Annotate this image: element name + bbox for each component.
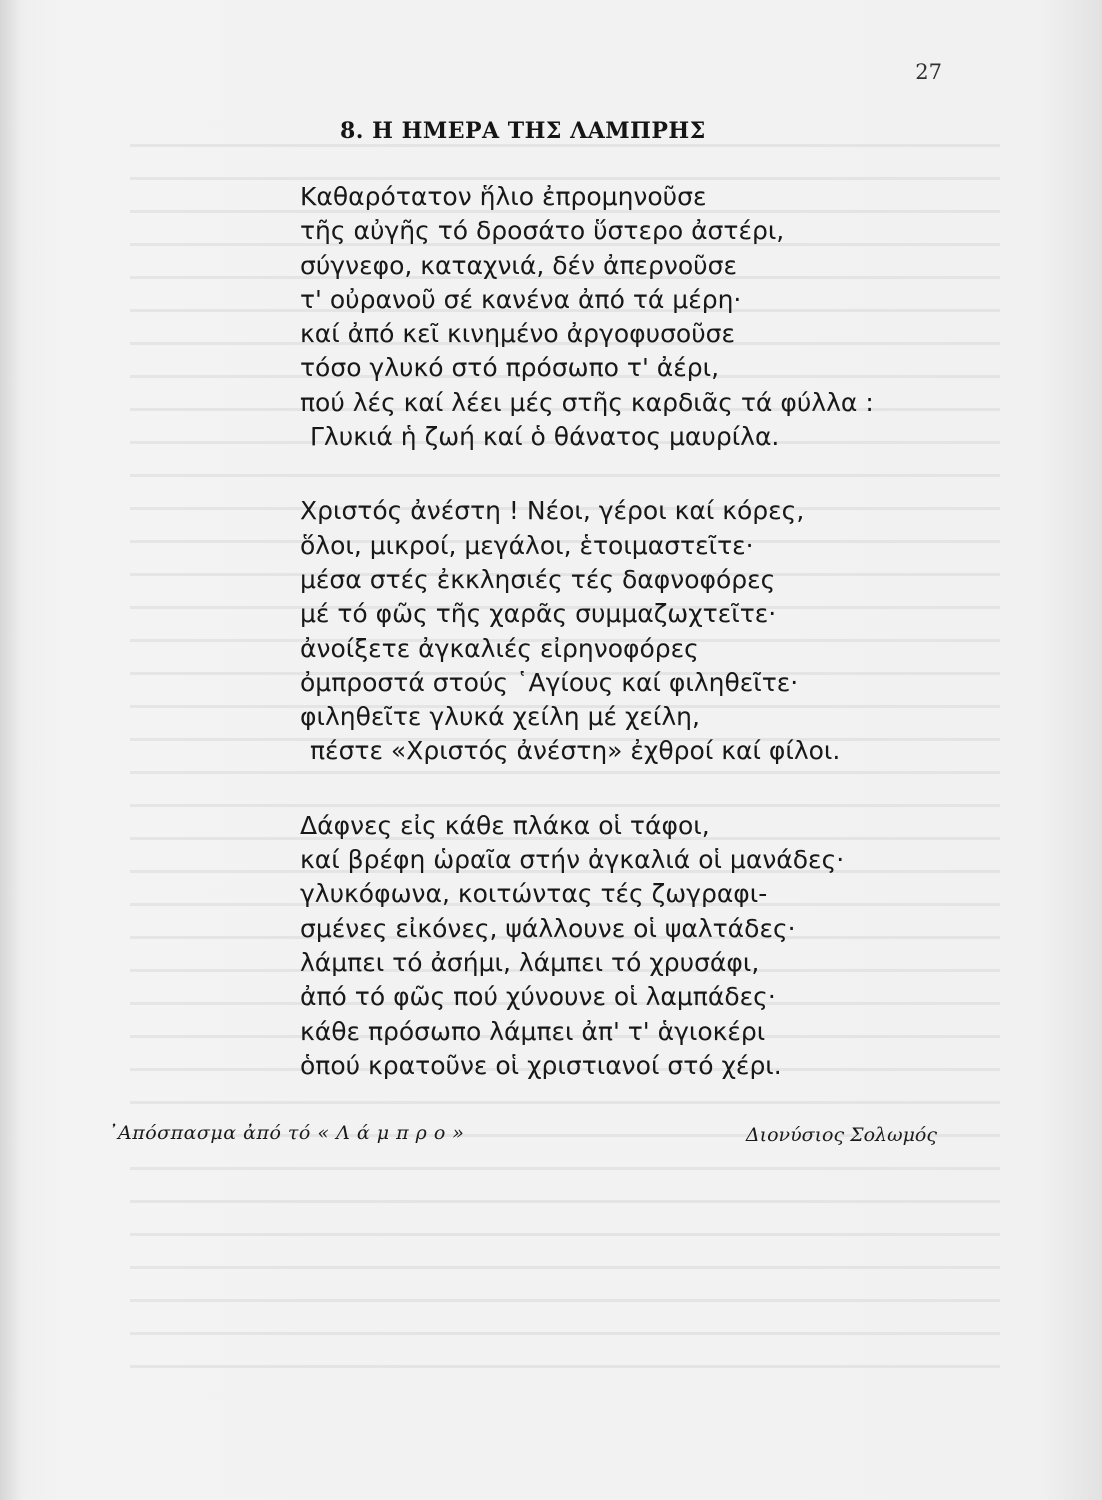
poem-line: ἀνοίξετε ἀγκαλιές εἰρηνοφόρες — [300, 633, 699, 663]
poem-line: μέσα στές ἐκκλησιές τές δαφνοφόρες — [300, 564, 776, 594]
poem-title: 8. Η ΗΜΕΡΑ ΤΗΣ ΛΑΜΠΡΗΣ — [340, 118, 706, 144]
source-note: ᾿Απόσπασμα ἀπό τό « Λ ά μ π ρ ο » — [108, 1122, 465, 1144]
poem-line: Καθαρότατον ἥλιο ἐπρομηνοῦσε — [300, 182, 707, 211]
poem-line: τ' οὐρανοῦ σέ κανένα ἀπό τά μέρη· — [300, 284, 742, 314]
poem-line: σύγνεφο, καταχνιά, δέν ἀπερνοῦσε — [300, 250, 737, 280]
poem-line: καί ἀπό κεῖ κινημένο ἀργοφυσοῦσε — [300, 319, 736, 349]
stanza-2 — [300, 494, 920, 768]
poem-line: ὀμπροστά στούς ῾Αγίους καί φιληθεῖτε· — [300, 667, 799, 697]
poem-line: Χριστός ἀνέστη ! Νέοι, γέροι καί κόρες, — [300, 496, 805, 526]
poem-line: κάθε πρόσωπο λάμπει ἀπ' τ' ἁγιοκέρι — [300, 1016, 766, 1046]
poem-line: τόσο γλυκό στό πρόσωπο τ' ἀέρι, — [300, 353, 720, 383]
poem-line: Γλυκιά ἡ ζωή καί ὁ θάνατος μαυρίλα. — [310, 422, 780, 452]
poem-line: γλυκόφωνα, κοιτώντας τές ζωγραφι- — [300, 879, 768, 909]
poem-line: ἀπό τό φῶς πού χύνουνε οἱ λαμπάδες· — [300, 982, 776, 1012]
poem-line: πέστε «Χριστός ἀνέστη» ἐχθροί καί φίλοι. — [310, 736, 841, 766]
author-name: Διονύσιος Σολωμός — [745, 1124, 937, 1146]
poem-line: Δάφνες εἰς κάθε πλάκα οἱ τάφοι, — [300, 810, 710, 840]
poem-body — [300, 180, 920, 1123]
poem-line: καί βρέφη ὡραῖα στήν ἀγκαλιά οἱ μανάδες· — [300, 845, 845, 875]
poem-line: σμένες εἰκόνες, ψάλλουνε οἱ ψαλτάδες· — [300, 913, 796, 943]
page-number: 27 — [915, 60, 942, 84]
poem-line: τῆς αὐγῆς τό δροσάτο ὕστερο ἀστέρι, — [300, 216, 785, 246]
stanza-3 — [300, 809, 920, 1083]
poem-line: ὁπού κρατοῦνε οἱ χριστιανοί στό χέρι. — [300, 1050, 782, 1080]
poem-line: μέ τό φῶς τῆς χαρᾶς συμμαζωχτεῖτε· — [300, 599, 777, 629]
poem-line: πού λές καί λέει μές στῆς καρδιᾶς τά φύλλα : — [300, 387, 874, 417]
poem-line: φιληθεῖτε γλυκά χείλη μέ χείλη, — [300, 702, 700, 732]
stanza-1 — [300, 180, 920, 454]
poem-line: ὅλοι, μικροί, μεγάλοι, ἑτοιμαστεῖτε· — [300, 530, 754, 560]
poem-line: λάμπει τό ἀσήμι, λάμπει τό χρυσάφι, — [300, 947, 760, 977]
